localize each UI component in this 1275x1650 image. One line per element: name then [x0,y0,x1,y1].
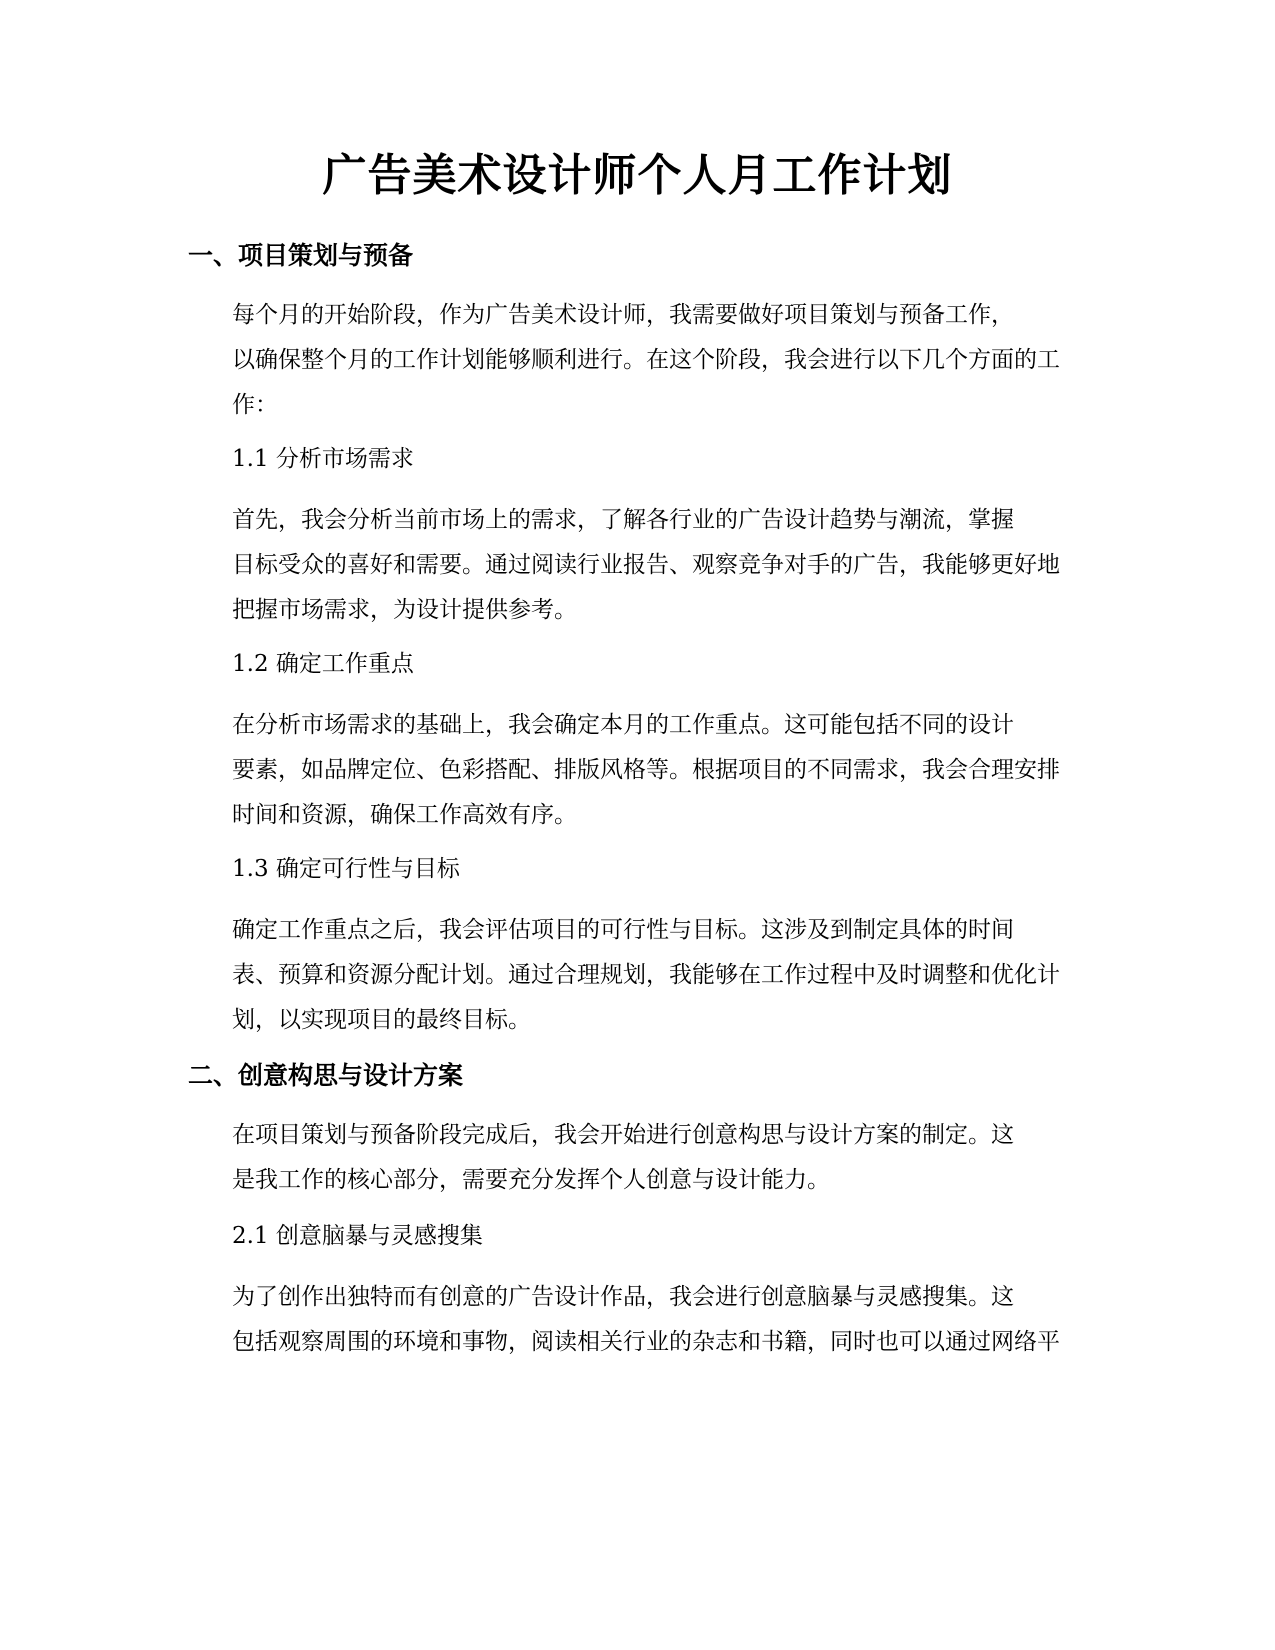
paragraph-line: 为了创作出独特而有创意的广告设计作品，我会进行创意脑暴与灵感搜集。这 [232,1284,1014,1310]
subsection-heading-1-2: 1.2 确定工作重点 [232,651,414,677]
subsection-heading-1-1: 1.1 分析市场需求 [232,446,414,472]
subsection-1-1-paragraph [188,498,1088,633]
paragraph-line: 要素，如品牌定位、色彩搭配、排版风格等。根据项目的不同需求，我会合理安排 [232,757,1060,783]
paragraph-line: 以确保整个月的工作计划能够顺利进行。在这个阶段，我会进行以下几个方面的工 [232,347,1060,373]
subsection-heading-2-1: 2.1 创意脑暴与灵感搜集 [232,1223,483,1249]
paragraph-line: 在项目策划与预备阶段完成后，我会开始进行创意构思与设计方案的制定。这 [232,1122,1014,1148]
paragraph-line: 把握市场需求，为设计提供参考。 [232,597,577,623]
paragraph-line: 是我工作的核心部分，需要充分发挥个人创意与设计能力。 [232,1167,830,1193]
paragraph-line: 确定工作重点之后，我会评估项目的可行性与目标。这涉及到制定具体的时间 [232,917,1014,943]
paragraph-line: 目标受众的喜好和需要。通过阅读行业报告、观察竞争对手的广告，我能够更好地 [232,552,1060,578]
paragraph-line: 在分析市场需求的基础上，我会确定本月的工作重点。这可能包括不同的设计 [232,712,1014,738]
document-title: 广告美术设计师个人月工作计划 [322,150,953,201]
paragraph-line: 作： [232,392,278,418]
paragraph-line: 包括观察周围的环境和事物，阅读相关行业的杂志和书籍，同时也可以通过网络平 [232,1329,1060,1355]
subsection-2-1-paragraph [188,1275,1088,1365]
subsection-heading-1-3: 1.3 确定可行性与目标 [232,856,460,882]
paragraph-line: 每个月的开始阶段，作为广告美术设计师，我需要做好项目策划与预备工作， [232,302,1014,328]
section-2-intro-paragraph [188,1113,1088,1203]
subsection-1-2-paragraph [188,703,1088,838]
paragraph-line: 首先，我会分析当前市场上的需求，了解各行业的广告设计趋势与潮流，掌握 [232,507,1014,533]
section-heading-1: 一、项目策划与预备 [188,241,414,270]
paragraph-line: 划，以实现项目的最终目标。 [232,1007,531,1033]
subsection-1-3-paragraph [188,908,1088,1043]
paragraph-line: 时间和资源，确保工作高效有序。 [232,802,577,828]
section-1-intro-paragraph [188,293,1088,428]
section-heading-2: 二、创意构思与设计方案 [188,1061,464,1090]
paragraph-line: 表、预算和资源分配计划。通过合理规划，我能够在工作过程中及时调整和优化计 [232,962,1060,988]
